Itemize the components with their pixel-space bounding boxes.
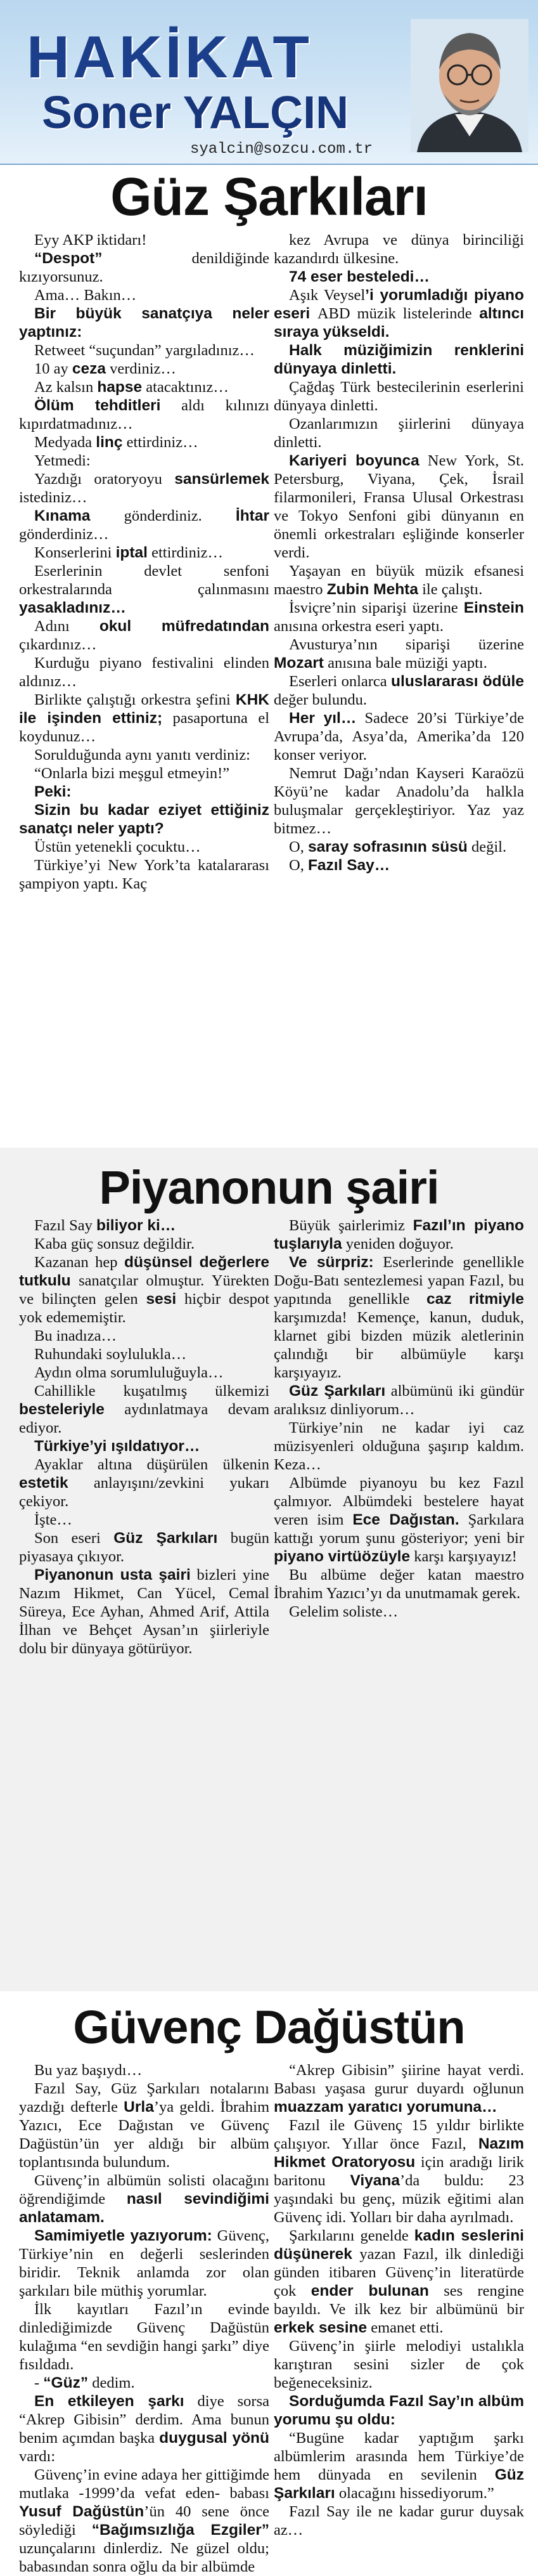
article-paragraph — [19, 378, 269, 396]
body-text: çıkardınız… — [19, 636, 97, 653]
body-text: Bu inadıza… — [34, 1327, 117, 1344]
body-text: Fazıl Say — [34, 1217, 96, 1234]
article-paragraph — [274, 2061, 524, 2116]
emphasis-text: caz ritmiyle — [426, 1291, 524, 1308]
body-text: Nemrut Dağı’ndan Kayseri Karaözü Köyü’ne kadar Anadolu’da halkla buluşmalar gerçekleştiriyor. Yaz yaz bitmez… — [274, 765, 524, 837]
article-paragraph — [274, 341, 524, 378]
body-text: Şarkılarını genelde — [289, 2227, 414, 2244]
article-paragraph — [19, 2392, 269, 2466]
emphasis-text: estetik — [19, 1474, 68, 1492]
article-paragraph — [19, 1455, 269, 1511]
article-paragraph — [274, 268, 524, 286]
emphasis-text: piyano virtüözüyle — [274, 1548, 411, 1565]
article-paragraph — [274, 2429, 524, 2502]
body-text: denildiğinde kızıyorsunuz. — [19, 250, 269, 285]
emphasis-text: Kınama — [34, 507, 91, 524]
body-text: Şarkılara kattığı yorum şunu gösteriyor; yeni bir — [274, 1511, 524, 1547]
article-paragraph — [19, 470, 269, 507]
body-text: O, — [289, 838, 308, 855]
article-paragraph — [19, 1382, 269, 1437]
body-text: Kaba güç sonsuz değildir. — [34, 1235, 195, 1252]
article-paragraph — [19, 1437, 269, 1455]
article-paragraph — [274, 1603, 524, 1621]
article-paragraph — [19, 1511, 269, 1529]
body-text: aldı kılınızı kıpırdatmadınız… — [19, 397, 269, 433]
body-text: istediniz… — [19, 489, 87, 506]
body-text: Üstün yetenekli çocuktu… — [34, 838, 201, 855]
body-text: Kazanan hep — [34, 1254, 124, 1271]
article-paragraph — [19, 562, 269, 617]
article-paragraph — [19, 231, 269, 249]
emphasis-text: Bir büyük sanatçıya neler yaptınız: — [19, 305, 269, 341]
article-paragraph — [274, 635, 524, 672]
article-paragraph — [19, 433, 269, 452]
emphasis-text: Kariyeri boyunca — [289, 452, 420, 469]
emphasis-text: “Bağımsızlığa Ezgiler” — [91, 2521, 269, 2539]
body-text: İlk kayıtları Fazıl’ın evinde dinlediğimizde Güvenç Dağüstün kulağıma “en sevdiğin hangi şarkı” diye fısıldadı. — [19, 2301, 269, 2373]
body-text: ’ün 40 sene önce söylediği — [19, 2503, 269, 2539]
article-paragraph — [19, 543, 269, 562]
emphasis-text: Viyana — [350, 2172, 400, 2189]
body-text: Adını — [34, 618, 99, 635]
body-text: gönderdiniz… — [19, 526, 109, 543]
article-paragraph — [274, 1566, 524, 1603]
emphasis-text: Türkiye’yi ışıldatıyor… — [34, 1438, 200, 1455]
article-paragraph — [274, 709, 524, 764]
body-text: Çağdaş Türk bestecilerinin eserlerini dünyaya dinletti. — [274, 379, 524, 414]
section2-column-right — [274, 1216, 524, 1621]
emphasis-text: Ölüm tehditleri — [34, 397, 161, 414]
section2-column-left — [19, 1216, 269, 1658]
body-text: Yetmedi: — [34, 452, 91, 469]
emphasis-text: duygusal yönü — [159, 2430, 269, 2447]
body-text: Az kalsın — [34, 379, 98, 396]
body-text: kez Avrupa ve dünya birinciliği kazandırdı ülkesine. — [274, 231, 524, 267]
body-text: Medyada — [34, 434, 96, 451]
body-text: Bu yaz başıydı… — [34, 2062, 143, 2079]
emphasis-text: muazzam yaratıcı yorumuna… — [274, 2098, 497, 2116]
section3-column-right — [274, 2061, 524, 2539]
article-paragraph — [19, 341, 269, 360]
emphasis-text: Ece Dağıstan. — [352, 1511, 459, 1528]
article-paragraph — [19, 856, 269, 893]
article-paragraph — [274, 1253, 524, 1382]
body-text: verdiniz… — [106, 360, 176, 377]
body-text: yazan Fazıl, ilk dinlediği günden itibaren Güvenç’in literatürde çok — [274, 2246, 524, 2300]
emphasis-text: Güz Şarkıları — [274, 2466, 524, 2502]
article-paragraph — [274, 1474, 524, 1566]
emphasis-text: Nazım Hikmet Oratoryosu — [274, 2135, 524, 2171]
column-name-logo: HAKİKAT — [27, 23, 312, 90]
body-text: Eyy AKP iktidarı! — [34, 231, 147, 249]
emphasis-text: nasıl sevindiğimi anlatamam. — [19, 2190, 269, 2226]
emphasis-text: ceza — [72, 360, 106, 377]
article-paragraph — [274, 2227, 524, 2337]
body-text: için aradığı lirik baritonu — [274, 2154, 525, 2189]
body-text: ’da buldu: 23 yaşındaki bu genç, müzik eğitimi alan Güvenç idi. Yolları bir daha ayrılmadı. — [274, 2172, 524, 2226]
article-paragraph — [274, 1382, 524, 1419]
body-text: Cahillikle kuşatılmış ülkemizi — [34, 1382, 269, 1400]
body-text: Avusturya’nın siparişi üzerine — [289, 636, 524, 653]
article-paragraph — [274, 286, 524, 341]
body-text: bugün piyasaya çıkıyor. — [19, 1530, 270, 1565]
article-paragraph — [19, 654, 269, 691]
article-paragraph — [274, 231, 524, 268]
emphasis-text: sansürlemek — [174, 471, 269, 488]
body-text: diye sorsa “Akrep Gibisin” derdim. Ama bunun benim açımdan başka — [19, 2393, 269, 2447]
body-text: anısına orkestra eseri yaptı. — [274, 618, 444, 635]
article-paragraph — [19, 2300, 269, 2374]
emphasis-text: Urla — [124, 2098, 154, 2116]
body-text: emanet etti. — [367, 2319, 444, 2336]
article-paragraph — [19, 2466, 269, 2576]
body-text: bizleri yine Nazım Hikmet, Can Yücel, Cemal Süreya, Ece Ayhan, Ahmed Arif, Attila İlhan ve Behçet Aysan’ın şiirleriyle dolu bir dünyaya götürüyor. — [19, 1566, 269, 1657]
body-text: Eserleri onlarca — [289, 673, 392, 690]
body-text: Keza… — [274, 1456, 321, 1473]
article-paragraph — [19, 304, 269, 341]
body-text: ’ya geldi. İbrahim Yazıcı, Ece Dağıstan ve Güvenç Dağüstün’ün yer aldığı bir albüm toplantısında bulundum. — [19, 2098, 270, 2171]
emphasis-text: Fazıl Say… — [307, 857, 390, 874]
body-text: “Akrep Gibisin” şiirine hayat verdi. Babası yaşasa gurur duyardı oğlunun — [274, 2062, 524, 2097]
body-text: anlayışını/zevkini yukarı çekiyor. — [19, 1474, 269, 1510]
body-text: Son eseri — [34, 1530, 114, 1547]
emphasis-text: yasakladınız… — [19, 599, 126, 616]
emphasis-text: linç — [96, 434, 123, 451]
emphasis-text: düşünsel değerlere tutkulu — [19, 1254, 269, 1289]
emphasis-text: Einstein — [463, 599, 524, 616]
emphasis-text: Ve sürpriz: — [289, 1254, 374, 1271]
body-text: pasaportuna el koydunuz… — [19, 710, 269, 745]
body-text: karşımızda! Kemençe, kanun, duduk, klarnet gibi bizden müzik aletlerinin çalındığı bir albümüyle karşı karşıyayız. — [274, 1309, 524, 1381]
body-text: gönderdiniz. — [90, 507, 236, 524]
body-text: Türkiye’yi New York’ta katalararası şampiyon yaptı. Kaç — [19, 857, 269, 892]
body-text: Fazıl Say ile ne kadar gurur duysak az… — [274, 2503, 524, 2539]
section-title-piyanonun-sairi: Piyanonun şairi — [99, 1161, 439, 1214]
article-paragraph — [19, 2227, 269, 2300]
emphasis-text: En etkileyen şarkı — [34, 2393, 184, 2410]
emphasis-text: iptal — [115, 544, 148, 561]
article-paragraph — [274, 764, 524, 838]
body-text: değer bulundu. — [274, 691, 367, 708]
emphasis-text: okul müfredatından — [99, 618, 269, 635]
column-header — [0, 0, 538, 165]
emphasis-text: Peki: — [34, 783, 72, 800]
article-paragraph — [274, 2392, 524, 2429]
body-text: ABD müzik listelerinde — [317, 305, 472, 322]
article-paragraph — [274, 2337, 524, 2392]
body-text: albümünü iki gündür aralıksız dinliyorum… — [274, 1382, 524, 1418]
emphasis-text: 74 eser besteledi… — [289, 268, 430, 285]
emphasis-text: ’i yorumladığı piyano eseri — [274, 287, 524, 322]
body-text: İsviçre’nin siparişi üzerine — [289, 599, 464, 616]
emphasis-text: Her yıl… — [289, 710, 357, 727]
article-paragraph — [19, 1529, 269, 1566]
article-paragraph — [19, 691, 269, 746]
emphasis-text: Güz Şarkıları — [289, 1382, 386, 1400]
body-text: hiçbir despot yok edememiştir. — [19, 1291, 269, 1326]
body-text: - — [34, 2374, 44, 2391]
emphasis-text: biliyor ki… — [96, 1217, 176, 1234]
body-text: yeniden doğuyor. — [342, 1235, 454, 1252]
emphasis-text: “Güz” — [43, 2374, 89, 2391]
article-paragraph — [274, 838, 524, 856]
section3-column-left — [19, 2061, 269, 2576]
body-text: sanatçılar olmuştur. Yürekten ve bilinçten gelen — [19, 1272, 269, 1308]
emphasis-text: saray sofrasının süsü — [307, 838, 468, 855]
article-paragraph — [19, 1216, 269, 1235]
body-text: 10 ay — [34, 360, 72, 377]
article-paragraph — [19, 286, 269, 304]
body-text: ses rengine bayıldı. Ve ilk kez bir albümünü bir — [274, 2282, 524, 2318]
article-paragraph — [274, 562, 524, 599]
article-paragraph — [19, 2061, 269, 2079]
emphasis-text: Mozart — [274, 654, 324, 672]
article-paragraph — [274, 672, 524, 709]
section1-column-left — [19, 231, 269, 893]
article-paragraph — [274, 856, 524, 875]
article-paragraph — [274, 599, 524, 635]
body-text: Kurduğu piyano festivalini elinden aldınız… — [19, 654, 269, 690]
body-text: uzunçalarını dinlerdiz. Ne güzel oldu; babasından sonra oğlu da bir albümde — [19, 2540, 269, 2575]
body-text: Türkiye’nin ne kadar iyi caz müzisyenleri olduğuna şaşırıp kaldım. — [274, 1419, 524, 1455]
body-text: Fazıl Say, Güz Şarkıları notalarını yazdığı defterle — [19, 2080, 269, 2116]
body-text: Fazıl ile Güvenç 15 yıldır birlikte çalışıyor. Yıllar önce Fazıl, — [274, 2117, 524, 2152]
article-paragraph — [19, 1253, 269, 1327]
emphasis-text: İhtar — [235, 507, 269, 524]
emphasis-text: hapse — [97, 379, 143, 396]
body-text: anısına bale müziği yaptı. — [323, 654, 487, 672]
body-text: İşte… — [34, 1511, 72, 1528]
body-text: Güvenç’in şiirle melodiyi ustalıkla karıştıran sesini sizler de çok beğeneceksiniz. — [274, 2338, 524, 2391]
article-paragraph — [19, 1345, 269, 1363]
body-text: dedim. — [88, 2374, 135, 2391]
section1-column-right — [274, 231, 524, 875]
article-paragraph — [19, 783, 269, 801]
emphasis-text: sesi — [146, 1291, 177, 1308]
article-paragraph — [19, 507, 269, 543]
article-paragraph — [19, 249, 269, 286]
body-text: Güvenç’in evine adaya her gittiğimde mutlaka -1999’da vefat eden- babası — [19, 2466, 269, 2502]
body-text: Ama… Bakın… — [34, 287, 137, 304]
article-paragraph — [19, 764, 269, 783]
article-paragraph — [19, 1235, 269, 1253]
emphasis-text: uluslararası ödüle — [391, 673, 524, 690]
body-text: Ozanlarımızın şiirlerini dünyaya dinletti. — [274, 415, 524, 451]
body-text: Sadece 20’si Türkiye’de Avrupa’da, Asya’da, Amerika’da 120 konser veriyor. — [274, 710, 524, 764]
emphasis-text: ender bulunan — [311, 2282, 429, 2300]
article-paragraph — [19, 452, 269, 470]
emphasis-text: Halk müziğimizin renklerini dünyaya dinletti. — [274, 342, 524, 377]
emphasis-text: Zubin Mehta — [326, 581, 418, 598]
author-email[interactable]: syalcin@sozcu.com.tr — [190, 141, 373, 158]
article-paragraph — [19, 617, 269, 654]
body-text: ettirdiniz… — [147, 544, 224, 561]
body-text: karşı karşıyayız! — [410, 1548, 517, 1565]
author-portrait-image — [411, 19, 528, 152]
emphasis-text: besteleriyle — [19, 1401, 105, 1418]
article-paragraph — [274, 452, 524, 562]
body-text: Yazdığı oratoryoyu — [34, 471, 175, 488]
body-text: Gelelim soliste… — [289, 1603, 399, 1620]
body-text: Birlikte çalıştığı orkestra şefini — [34, 691, 236, 708]
emphasis-text: “Despot” — [34, 250, 103, 267]
body-text: Güvenç’in albümün solisti olacağını öğrendiğimde — [19, 2172, 269, 2208]
body-text: Sorulduğunda aynı yanıtı verdiniz: — [34, 746, 250, 764]
body-text: atacaktınız… — [142, 379, 229, 396]
body-text: New York, St. Petersburg, Viyana, Çek, İsrail filarmonileri, Fransa Ulusal Orkestrası ve Tokyo Senfoni gibi dünyanın en önemli orkestraları eşliğinde konserler verdi. — [274, 452, 524, 561]
article-paragraph — [19, 1363, 269, 1382]
article-paragraph — [274, 378, 524, 415]
article-paragraph — [19, 838, 269, 856]
emphasis-text: kadın seslerini düşünerek — [274, 2227, 524, 2263]
author-name-logo: Soner YALÇIN — [42, 88, 349, 138]
body-text: Bu albüme değer katan maestro İbrahim Yazıcı’yı da unutmamak gerek. — [274, 1566, 524, 1602]
article-paragraph — [274, 415, 524, 452]
emphasis-text: Samimiyetle yazıyorum: — [34, 2227, 212, 2244]
article-paragraph — [19, 2374, 269, 2392]
body-text: Aydın olma sorumluluğuyla… — [34, 1364, 224, 1381]
body-text: aydınlatmaya devam ediyor. — [19, 1401, 269, 1436]
body-text: Konserlerini — [34, 544, 116, 561]
body-text: Albümde piyanoyu bu kez Fazıl çalmıyor. Albümdeki bestelere hayat veren isim — [274, 1474, 524, 1528]
body-text: Güvenç, Türkiye’nin en değerli seslerinden biridir. Teknik anlamda zor olan şarkıları bile müthiş yorumlar. — [19, 2227, 269, 2300]
emphasis-text: altıncı sıraya yükseldi. — [274, 305, 525, 341]
body-text: O, — [289, 857, 308, 874]
body-text: değil. — [467, 838, 507, 855]
article-paragraph — [274, 2116, 524, 2227]
article-paragraph — [19, 801, 269, 838]
body-text: Büyük şairlerimiz — [289, 1217, 413, 1234]
article-paragraph — [19, 2171, 269, 2227]
body-text: olacağını hissediyorum.” — [335, 2485, 494, 2502]
emphasis-text: Fazıl’ın piyano tuşlarıyla — [274, 1217, 525, 1252]
body-text: “Bugüne kadar yaptığım şarkı albümlerim arasında hem Türkiye’de hem dünyada en sevilenin — [274, 2430, 524, 2483]
section-title-guz-sarkilari: Güz Şarkıları — [110, 167, 428, 226]
emphasis-text: erkek sesine — [274, 2319, 368, 2336]
body-text: “Onlarla bizi meşgul etmeyin!” — [34, 765, 230, 782]
body-text: Ayaklar altına düşürülen ülkenin — [34, 1456, 269, 1473]
body-text: Ruhundaki soylulukla… — [34, 1346, 187, 1363]
body-text: vardı: — [19, 2448, 56, 2465]
emphasis-text: Sorduğumda Fazıl Say’ın albüm yorumu şu oldu: — [274, 2393, 524, 2428]
emphasis-text: Yusuf Dağüstün — [19, 2503, 144, 2520]
body-text: Eserlerinin devlet senfoni orkestralarında çalınmasını — [19, 563, 269, 598]
body-text: Retweet “suçundan” yargıladınız… — [34, 342, 255, 359]
article-paragraph — [19, 396, 269, 433]
article-paragraph — [19, 360, 269, 378]
body-text: Eserlerinde genellikle Doğu-Batı sentezlemesi yapan Fazıl, bu yapıtında genellikle — [274, 1254, 525, 1308]
article-paragraph — [274, 1216, 524, 1253]
section-title-guvenc-dagustun: Güvenç Dağüstün — [73, 2001, 465, 2053]
emphasis-text: Piyanonun usta şairi — [34, 1566, 191, 1584]
article-paragraph — [19, 1327, 269, 1345]
article-paragraph — [274, 2502, 524, 2539]
article-paragraph — [274, 1419, 524, 1474]
article-paragraph — [19, 746, 269, 764]
body-text: ile çalıştı. — [418, 581, 483, 598]
article-paragraph — [19, 1566, 269, 1658]
article-paragraph — [19, 2079, 269, 2171]
body-text: ettirdiniz… — [122, 434, 198, 451]
emphasis-text: Sizin bu kadar eziyet ettiğiniz sanatçı neler yaptı? — [19, 802, 269, 837]
emphasis-text: KHK ile işinden ettiniz; — [19, 691, 269, 727]
emphasis-text: Güz Şarkıları — [113, 1530, 218, 1547]
body-text: Aşık Veysel — [289, 287, 366, 304]
body-text: Yaşayan en büyük müzik efsanesi maestro — [274, 563, 524, 598]
